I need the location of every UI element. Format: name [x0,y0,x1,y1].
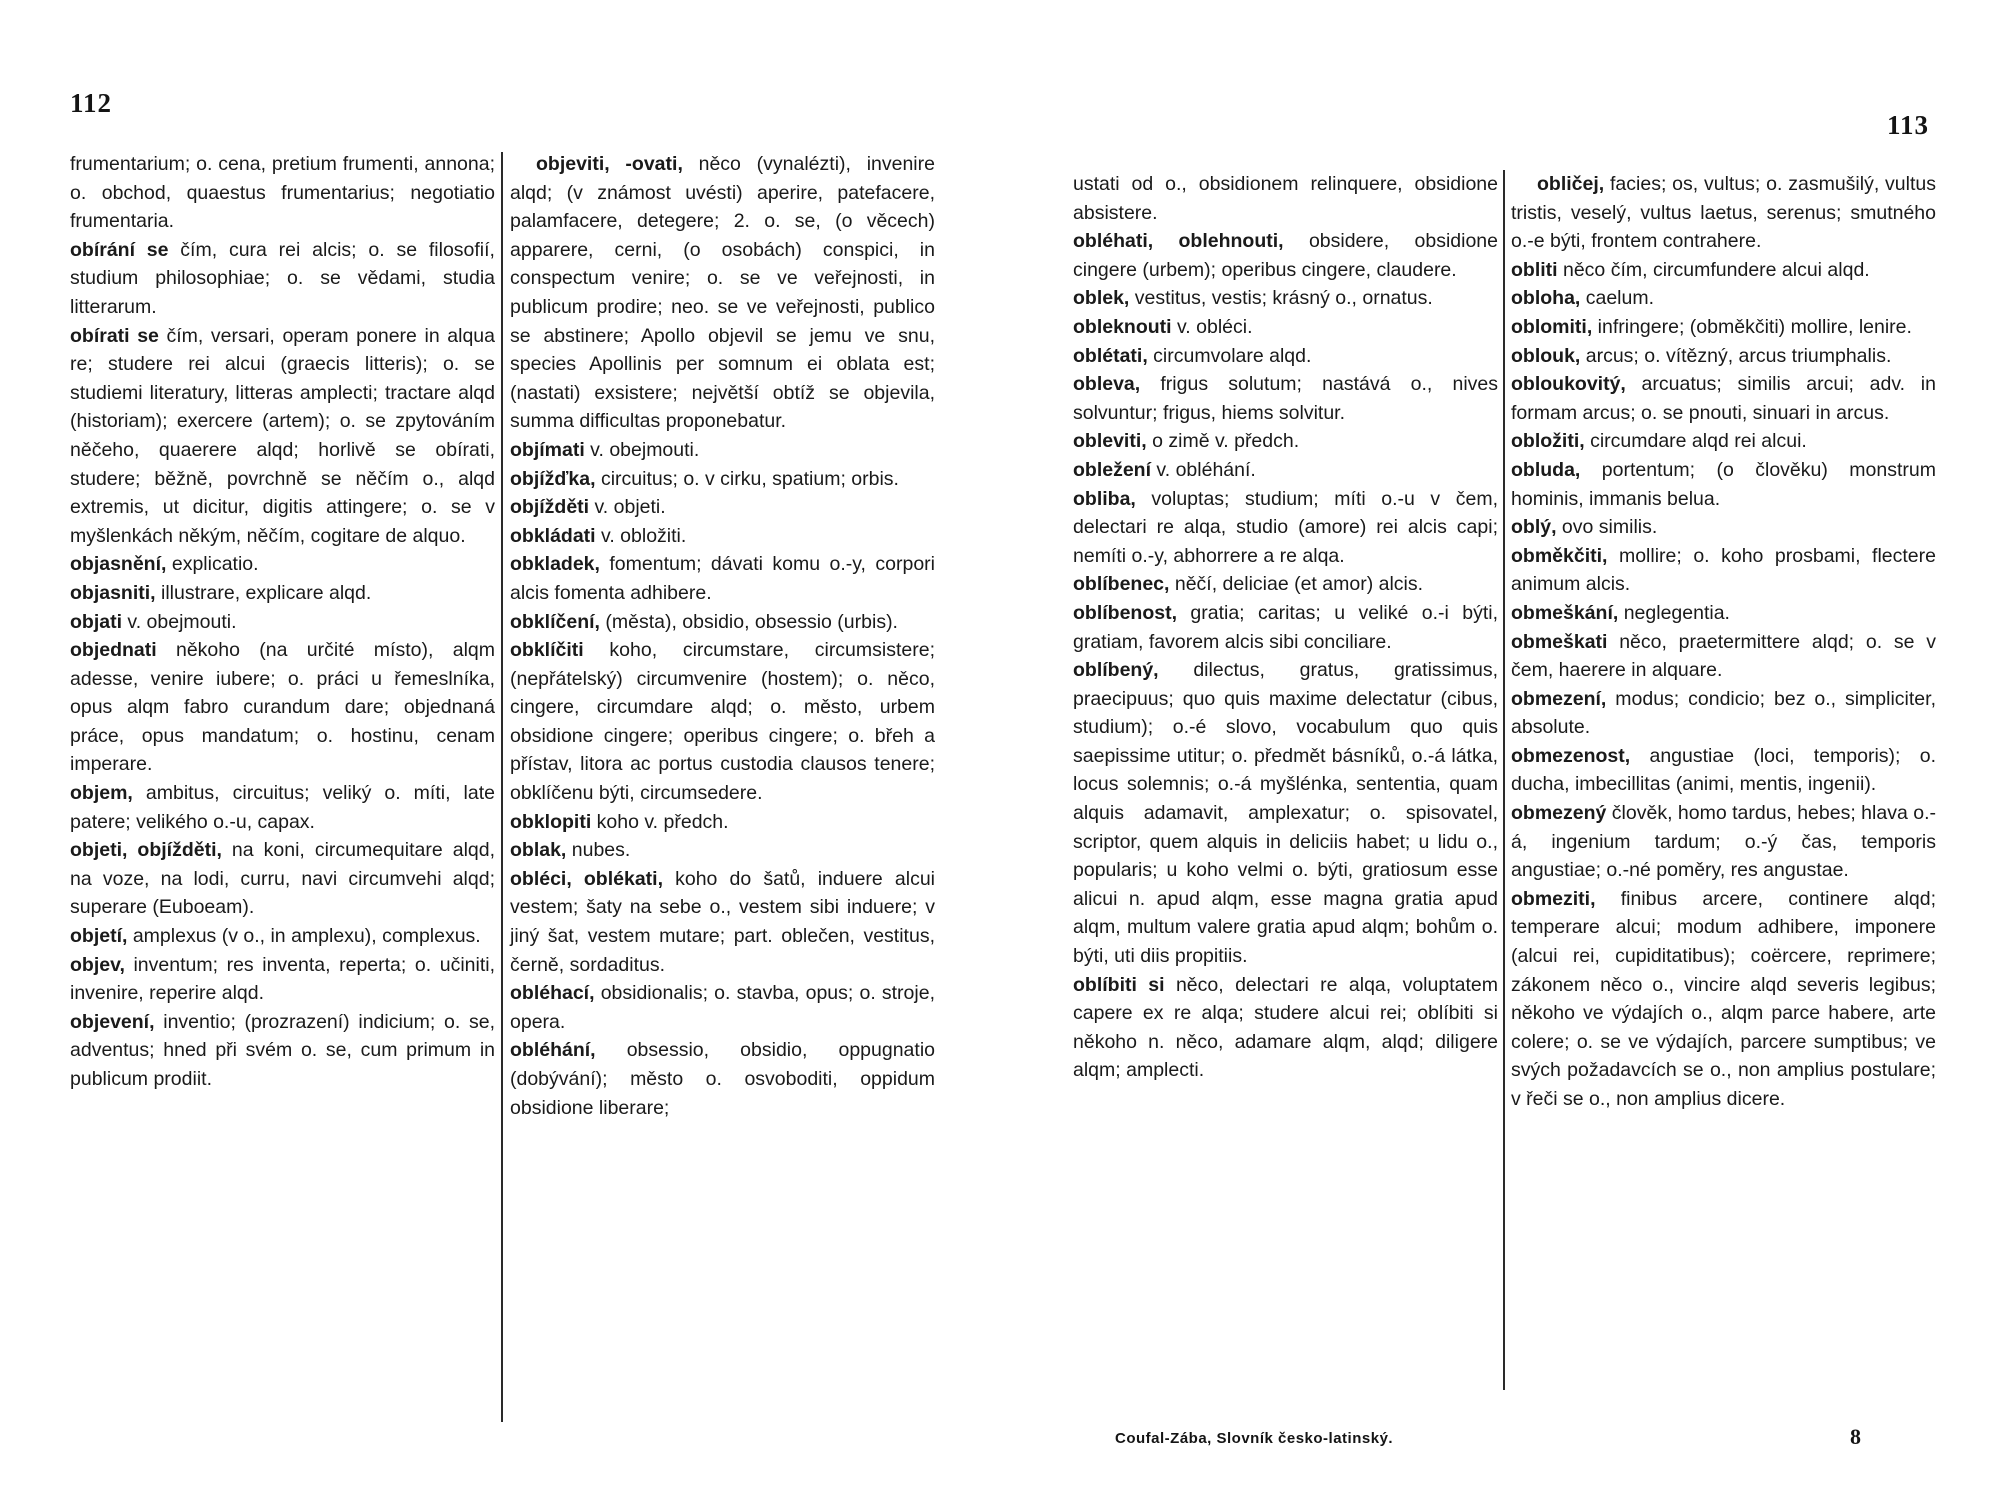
dictionary-entry [70,236,495,322]
entry-headword: objev, [70,953,125,976]
entry-headword: objati [70,610,122,633]
entry-headword: obmezení, [1511,687,1607,710]
entry-definition: gratia; caritas; u veliké o.-i býti, gratiam, favorem alcis sibi conciliare. [1073,601,1498,653]
entry-headword: obleva, [1073,373,1141,396]
footer-title: Coufal-Zába, Slovník česko-latinský. [1115,1430,1394,1447]
dictionary-entry [70,1008,495,1094]
dictionary-entry [1511,599,1936,628]
entry-definition: inventio; (prozrazení) indicium; o. se, adventus; hned při svém o. se, cum primum in publicum prodiit. [70,1010,495,1090]
dictionary-entry [70,922,495,951]
dictionary-entry [1511,170,1936,256]
entry-headword: obluda, [1511,458,1581,481]
dictionary-entry [1073,170,1498,227]
entry-headword: obkládati [510,524,596,547]
entry-definition: něco, praetermittere alqd; o. se v čem, haerere in alquare. [1511,630,1936,682]
entry-definition: člověk, homo tardus, hebes; hlava o.-á, ingenium tardum; o.-ý čas, temporis angustiae; o.-né poměry, res angustae. [1511,802,1936,882]
entry-headword: obkladek, [510,553,600,576]
entry-headword: oblíbiti si [1073,973,1165,996]
entry-definition: voluptas; studium; míti o.-u v čem, delectari re alqa, studio (amore) rei alcis capi; nemíti o.-y, abhorrere a re alqa. [1073,487,1498,567]
column-divider-left [501,152,503,1422]
entry-definition: finibus arcere, continere alqd; temperare alcui; modum adhibere, imponere (alcui rei, cupiditatibus); coërcere, reprimere; zákonem něco o., vincire alqd severis legibus; někoho ve výdajích o., alqm parce habere, arte colere; o. se ve výdajích, parcere sumptibus; ve svých požadavcích se o., non amplius postulare; v řeči se o., non amplius dicere. [1511,887,1936,1110]
entry-definition: na koni, circumequitare alqd, na voze, na lodi, curru, navi circumvehi alqd; superare (Euboeam). [70,839,496,919]
dictionary-entry [510,636,935,808]
entry-definition: fomentum; dávati komu o.-y, corpori alcis fomenta adhibere. [510,553,935,604]
dictionary-entry [1073,427,1498,456]
entry-definition: obsidionalis; o. stavba, opus; o. stroje, opera. [510,982,935,1033]
dictionary-entry [70,322,495,551]
dictionary-entry [1073,284,1498,313]
entry-definition: mollire; o. koho prosbami, flectere animum alcis. [1511,544,1936,596]
entry-definition: čím, versari, operam ponere in alqua re; studere rei alcui (graecis litteris); o. se studiemi literatury, litteras amplecti; tractare alqd (historiam); exercere (artem); o. se zpytováním něčeho, quaerere alqd; horlivě se obírati, studere; běžně, povrchně se něčím o., alqd extremis, ut dicitur, digitis attingere; o. se v myšlenkách někým, něčím, cogitare de alquo. [70,324,495,547]
entry-headword: objasnění, [70,553,167,576]
entry-definition: ambitus, circuitus; veliký o. míti, late patere; velikého o.-u, capax. [70,782,495,833]
entry-headword: obliba, [1073,487,1136,510]
entry-definition: amplexus (v o., in amplexu), complexus. [127,925,481,948]
column-3 [1073,170,1498,1085]
dictionary-entry [510,436,935,465]
dictionary-entry [1073,456,1498,485]
entry-definition: čím, cura rei alcis; o. se filosofií, studium philosophiae; o. se vědami, studia litterarum. [70,238,495,318]
entry-headword: objetí, [70,925,128,948]
dictionary-entry [510,150,935,436]
entry-headword: objevení, [70,1010,155,1033]
entry-headword: oblétati, [1073,344,1148,367]
entry-headword: oblomiti, [1511,315,1593,338]
entry-headword: obléhací, [510,982,595,1005]
entry-headword: obloukovitý, [1511,373,1626,396]
entry-headword: obležení [1073,458,1152,481]
dictionary-entry [510,979,935,1036]
entry-definition: koho, circumstare, circumsistere; (nepřátelský) circumvenire (hostem); o. něco, cingere, circumdare alqd; o. město, urbem obsidione cingere; operibus cingere; o. břeh a přístav, litora ac portus custodia clausos tenere; obklíčenu býti, circumsedere. [510,639,935,805]
entry-definition: arcuatus; similis arcui; adv. in formam arcus; o. se pnouti, sinuari in arcus. [1511,373,1936,424]
entry-definition: v. obejmouti. [584,438,700,461]
entry-headword: objeti, objížděti, [70,839,222,862]
dictionary-entry [70,951,495,1008]
entry-headword: oblíbenost, [1073,601,1177,624]
dictionary-entry [70,636,495,779]
dictionary-entry [1511,885,1936,1114]
entry-definition: inventum; res inventa, reperta; o. učiniti, invenire, reperire alqd. [70,953,495,1005]
dictionary-entry [70,836,495,922]
entry-definition: infringere; (obměkčiti) mollire, lenire. [1592,315,1912,338]
entry-headword: obleviti, [1073,430,1147,453]
entry-headword: objeviti, -ovati, [536,153,683,175]
dictionary-entry [70,550,495,579]
entry-definition: ustati od o., obsidionem relinquere, obsidione absistere. [1073,173,1498,224]
column-4 [1511,170,1936,1114]
dictionary-entry [510,808,935,837]
entry-headword: objížďka, [510,467,596,490]
dictionary-entry [510,465,935,494]
column-divider-right [1503,170,1505,1390]
entry-definition: vestitus, vestis; krásný o., ornatus. [1129,287,1433,310]
dictionary-entry [510,550,935,607]
dictionary-entry [510,522,935,551]
entry-headword: obmeškati [1511,630,1608,653]
entry-definition: obsidere, obsidione cingere (urbem); operibus cingere, claudere. [1073,230,1498,281]
entry-definition: illustrare, explicare alqd. [155,581,372,604]
dictionary-entry [1511,742,1936,799]
entry-definition: explicatio. [166,553,259,576]
entry-headword: oblíbený, [1073,659,1159,682]
entry-headword: obloha, [1511,287,1581,310]
entry-definition: koho do šatů, induere alcui vestem; šaty na sebe o., vestem sibi induere; v jiný šat, vestem mutare; part. oblečen, vestitus, černě, sordaditus. [510,867,935,976]
entry-headword: objasniti, [70,581,156,604]
entry-definition: nubes. [566,839,631,862]
entry-headword: obírání se [70,238,169,261]
dictionary-entry [70,579,495,608]
dictionary-entry [1511,799,1936,885]
entry-definition: v. objeti. [589,496,666,519]
entry-definition: někoho (na určité místo), alqm adesse, venire iubere; o. práci u řemeslníka, opus alqm fabro curandum dare; objednaná práce, opus mandatum; o. hostinu, cenam imperare. [70,639,495,776]
entry-definition: něco čím, circumfundere alcui alqd. [1557,258,1870,281]
entry-headword: obliti [1511,258,1558,281]
entry-headword: obléci, oblékati, [510,867,663,890]
dictionary-entry [510,865,935,979]
entry-definition: frumentarium; o. cena, pretium frumenti, annona; o. obchod, quaestus frumentarius; negotiatio frumentaria. [70,153,495,233]
entry-headword: obklopiti [510,810,592,833]
dictionary-entry [1511,513,1936,542]
entry-headword: obléhání, [510,1039,596,1062]
entry-headword: objížděti [510,496,590,519]
entry-headword: obličej, [1537,173,1605,195]
entry-definition: něčí, deliciae (et amor) alcis. [1169,573,1424,596]
entry-definition: (města), obsidio, obsessio (urbis). [599,610,898,633]
dictionary-entry [510,836,935,865]
dictionary-entry [1073,656,1498,971]
entry-definition: frigus solutum; nastává o., nives solvuntur; frigus, hiems solvitur. [1073,373,1498,424]
entry-definition: koho v. předch. [591,810,729,833]
entry-headword: obměkčiti, [1511,544,1608,567]
dictionary-entry [1511,628,1936,685]
entry-definition: angustiae (loci, temporis); o. ducha, imbecillitas (animi, mentis, ingenii). [1511,744,1936,796]
entry-definition: facies; os, vultus; o. zasmušilý, vultus tristis, veselý, vultus laetus, serenus; smutného o.-e býti, frontem contrahere. [1511,173,1936,253]
entry-definition: modus; condicio; bez o., simpliciter, absolute. [1511,687,1936,739]
entry-headword: objednati [70,639,157,662]
entry-definition: portentum; (o člověku) monstrum hominis, immanis belua. [1511,458,1936,510]
entry-definition: circumvolare alqd. [1147,344,1312,367]
entry-headword: oblíbenec, [1073,573,1170,596]
entry-headword: obmezenost, [1511,744,1631,767]
dictionary-entry [510,1036,935,1122]
dictionary-entry [70,608,495,637]
dictionary-entry [1511,313,1936,342]
dictionary-entry [1073,599,1498,656]
entry-definition: obsessio, obsidio, oppugnatio (dobývání); město o. osvoboditi, oppidum obsidione liberare; [510,1039,935,1119]
dictionary-entry [510,608,935,637]
dictionary-entry [1511,685,1936,742]
page-number-left: 112 [70,88,113,118]
entry-headword: obklíčení, [510,610,600,633]
dictionary-entry [1511,427,1936,456]
entry-headword: oblouk, [1511,344,1581,367]
entry-headword: objímati [510,438,585,461]
entry-definition: dilectus, gratus, gratissimus, praecipuus; quo quis maxime delectatur (cibus, studium); o.-é slovo, vocabulum quo quis saepissime utitur; o. předmět básníků, o.-á látka, locus solemnis; o.-á myšlénka, sententia, quam alquis adamavit, amplexatur; o. spisovatel, scriptor, quem alquis in deliciis habet; u lidu o., popularis; u koho velmi o. býti, gratiosum esse alicui n. apud alqm, esse magna gratia apud alqm, multum valere gratia apud alqm; bohům o. býti, uti diis propitiis. [1073,659,1498,968]
entry-headword: obmeziti, [1511,887,1596,910]
signature-mark: 8 [1850,1424,1861,1449]
entry-headword: oblý, [1511,516,1557,539]
entry-definition: circuitus; o. v cirku, spatium; orbis. [595,467,899,490]
dictionary-entry [1511,284,1936,313]
dictionary-entry [1073,342,1498,371]
column-2 [510,150,935,1122]
entry-definition: v. obléhání. [1151,458,1256,481]
dictionary-entry [1511,456,1936,513]
entry-headword: obmeškání, [1511,601,1619,624]
dictionary-entry [70,779,495,836]
entry-definition: o zimě v. předch. [1146,430,1300,453]
entry-definition: něco, delectari re alqa, voluptatem capere ex re alqa; studere alcui rei; oblíbiti si někoho n. něco, adamare alqm, alqd; diligere alqm; amplecti. [1073,973,1498,1082]
dictionary-entry [1073,227,1498,284]
dictionary-entry [1073,485,1498,571]
entry-definition: circumdare alqd rei alcui. [1584,430,1807,453]
entry-headword: obložiti, [1511,430,1585,453]
dictionary-entry [1511,370,1936,427]
dictionary-entry [1073,313,1498,342]
dictionary-entry [1511,256,1936,285]
entry-definition: caelum. [1580,287,1655,310]
entry-headword: oblek, [1073,287,1130,310]
entry-headword: obmezený [1511,802,1607,825]
entry-headword: obleknouti [1073,315,1172,338]
entry-definition: něco (vynalézti), invenire alqd; (v známost uvésti) aperire, patefacere, palamfacere, detegere; 2. o. se, (o věcech) apparere, cerni, (o osobách) conspici, in conspectum venire; o. se ve veřejnosti, in publicum prodire; neo. se ve veřejnosti, publico se abstinere; Apollo objevil se jemu ve snu, species Apollinis per somnum ei oblata est; (nastati) exsistere; největší obtíž se objevila, summa difficultas proponebatur. [510,153,935,433]
dictionary-entry [1511,542,1936,599]
dictionary-entry [1073,971,1498,1085]
dictionary-entry [1511,342,1936,371]
entry-headword: obírati se [70,324,159,347]
entry-definition: v. obložiti. [595,524,687,547]
column-1 [70,150,495,1094]
dictionary-entry [1073,370,1498,427]
entry-definition: neglegentia. [1618,601,1730,624]
entry-definition: v. obejmouti. [122,610,237,633]
dictionary-entry [1073,570,1498,599]
page-number-right: 113 [1887,110,1930,140]
dictionary-entry [70,150,495,236]
dictionary-entry [510,493,935,522]
entry-headword: objem, [70,782,133,805]
entry-definition: arcus; o. vítězný, arcus triumphalis. [1580,344,1892,367]
entry-headword: obléhati, oblehnouti, [1073,230,1284,253]
entry-definition: ovo similis. [1556,516,1658,539]
entry-headword: obklíčiti [510,639,584,662]
entry-definition: v. obléci. [1171,315,1253,338]
entry-headword: oblak, [510,839,567,862]
